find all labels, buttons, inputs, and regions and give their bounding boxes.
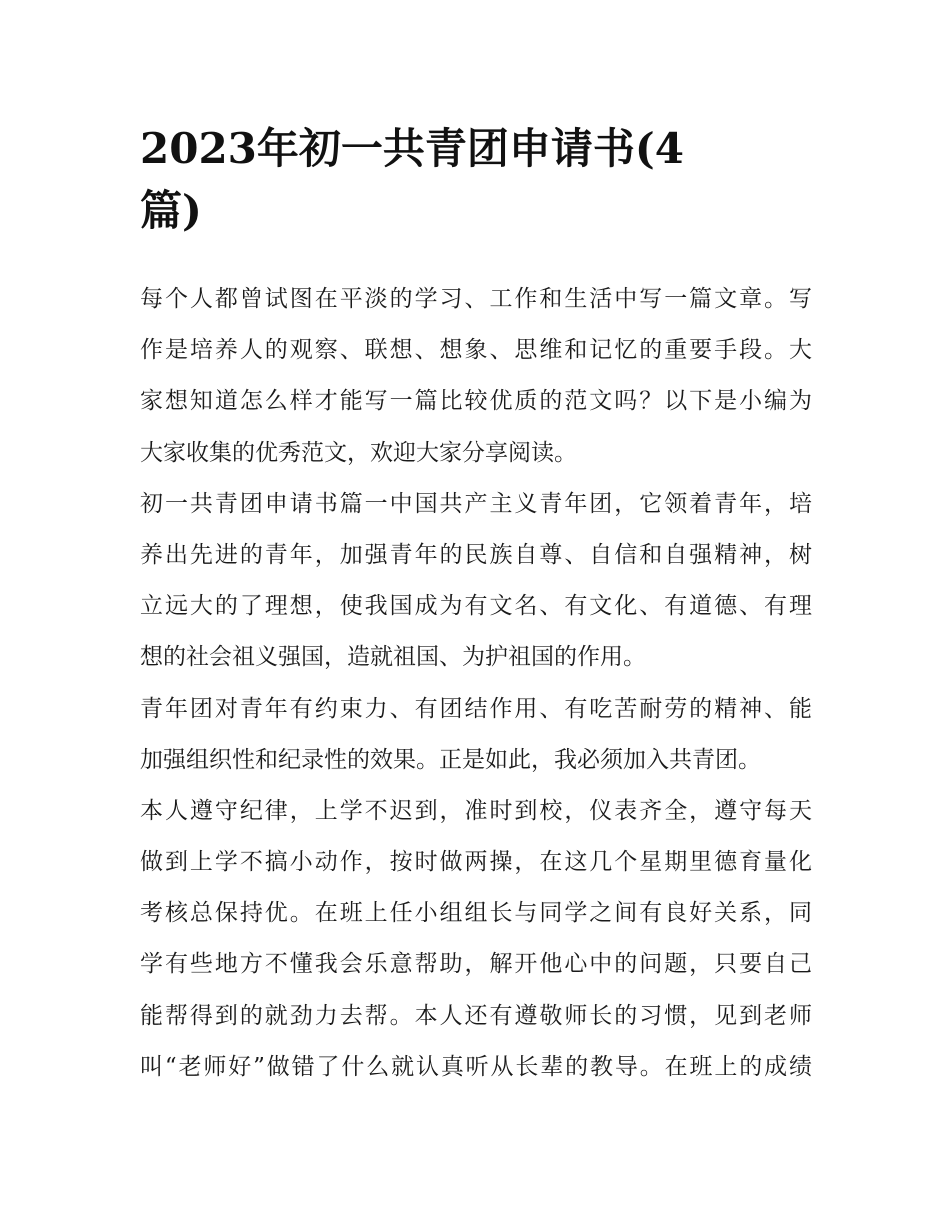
text-line: 本人遵守纪律，上学不迟到，准时到校，仪表齐全，遵守每天 — [140, 797, 812, 824]
text-line: 学有些地方不懂我会乐意帮助，解开他心中的问题，只要自己 — [140, 951, 812, 978]
text-line: 加强组织性和纪录性的效果。正是如此，我必须加入共青团。 — [140, 746, 761, 773]
document-body — [140, 274, 812, 1093]
paragraph-intro — [140, 274, 812, 479]
text-line: 立远大的了理想，使我国成为有文名、有文化、有道德、有理 — [140, 593, 812, 620]
paragraph-2 — [140, 684, 812, 786]
text-line: 叫“老师好”做错了什么就认真听从长辈的教导。在班上的成绩 — [140, 1053, 812, 1080]
text-line: 作是培养人的观察、联想、想象、思维和记忆的重要手段。大 — [140, 337, 812, 364]
text-line: 能帮得到的就劲力去帮。本人还有遵敬师长的习惯，见到老师 — [140, 1002, 812, 1029]
text-line: 初一共青团申请书篇一中国共产主义青年团，它领着青年，培 — [140, 490, 812, 517]
text-line: 家想知道怎么样才能写一篇比较优质的范文吗？以下是小编为 — [140, 388, 812, 415]
title-line: 2023年初一共青团申请书(4 — [140, 124, 684, 173]
title-line: 篇) — [140, 186, 202, 235]
text-line: 青年团对青年有约束力、有团结作用、有吃苦耐劳的精神、能 — [140, 695, 812, 722]
text-line: 每个人都曾试图在平淡的学习、工作和生活中写一篇文章。写 — [140, 286, 812, 312]
text-line: 养出先进的青年，加强青年的民族自尊、自信和自强精神，树 — [140, 541, 812, 568]
text-line: 大家收集的优秀范文，欢迎大家分享阅读。 — [140, 439, 577, 466]
text-line: 想的社会祖义强国，造就祖国、为护祖国的作用。 — [140, 644, 646, 671]
text-line: 考核总保持优。在班上任小组组长与同学之间有良好关系，同 — [140, 900, 812, 927]
paragraph-1 — [140, 479, 812, 684]
document-title — [140, 118, 780, 242]
text-line: 做到上学不搞小动作，按时做两操，在这几个星期里德育量化 — [140, 849, 812, 876]
paragraph-3 — [140, 786, 812, 1093]
